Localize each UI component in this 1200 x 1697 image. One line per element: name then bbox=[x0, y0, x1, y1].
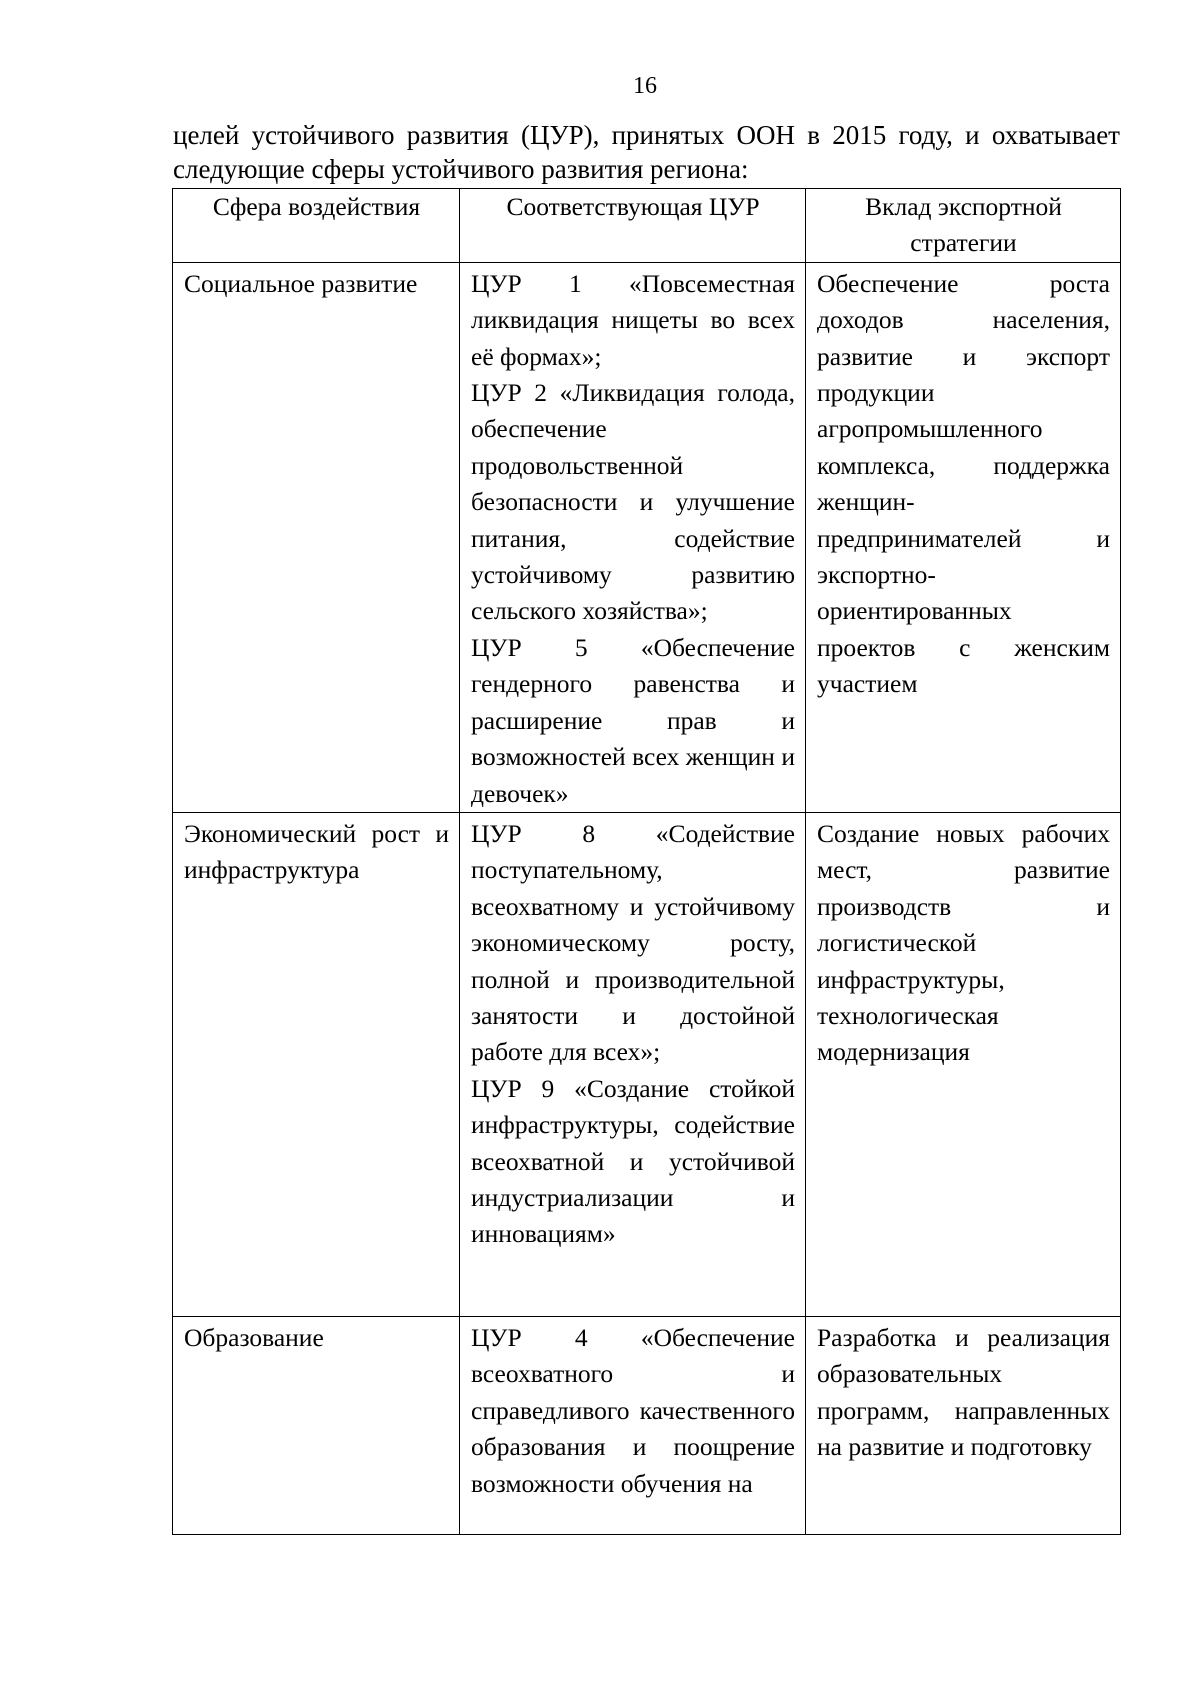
intro-paragraph bbox=[173, 118, 1120, 186]
sphere-cell bbox=[173, 812, 460, 1316]
table-row bbox=[173, 812, 1121, 1316]
goal-cell bbox=[460, 812, 806, 1316]
goal-text: ЦУР 5 «Обеспечение гендерного равенства и расширение прав и возможностей всех женщин и девочек» bbox=[471, 632, 795, 808]
header-contribution: Вклад экспортной стратегии bbox=[806, 189, 1121, 263]
table-row bbox=[173, 262, 1121, 812]
table-row bbox=[173, 1316, 1121, 1534]
table-header-row bbox=[173, 189, 1121, 263]
goal-text: ЦУР 1 «Повсеместная ликвидация нищеты во всех её формах»; bbox=[471, 268, 795, 371]
contribution-text: Обеспечение роста доходов населения, развитие и экспорт продукции агропромышленного комплекса, поддержка женщин-предпринимателей и экспортно-ориентированных проектов с женским участием bbox=[817, 268, 1110, 699]
goal-cell bbox=[460, 1316, 806, 1534]
goal-text: ЦУР 9 «Создание стойкой инфраструктуры, содействие всеохватной и устойчивой индустриализации и инновациям» bbox=[471, 1073, 795, 1249]
goal-cell bbox=[460, 262, 806, 812]
sphere-cell bbox=[173, 262, 460, 812]
intro-line-2: следующие сферы устойчивого развития региона: bbox=[173, 154, 749, 184]
sphere-text: Экономический рост и инфраструктура bbox=[184, 818, 449, 885]
page-number: 16 bbox=[633, 73, 657, 99]
header-goal: Соответствующая ЦУР bbox=[460, 189, 806, 263]
sphere-cell bbox=[173, 1316, 460, 1534]
contribution-text: Разработка и реализация образовательных программ, направленных на развитие и подготовку bbox=[817, 1322, 1110, 1462]
sphere-text: Образование bbox=[184, 1322, 324, 1352]
contribution-cell bbox=[806, 1316, 1121, 1534]
contribution-cell bbox=[806, 812, 1121, 1316]
sdg-table bbox=[172, 188, 1121, 1535]
sphere-text: Социальное развитие bbox=[184, 268, 418, 298]
intro-line-1: целей устойчивого развития (ЦУР), принятых ООН в 2015 году, и охватывает bbox=[173, 120, 1120, 150]
header-sphere: Сфера воздействия bbox=[173, 189, 460, 263]
goal-text: ЦУР 8 «Содействие поступательному, всеохватному и устойчивому экономическому росту, полной и производительной занятости и достойной работе для всех»; bbox=[471, 818, 795, 1067]
contribution-cell bbox=[806, 262, 1121, 812]
goal-text: ЦУР 2 «Ликвидация голода, обеспечение продовольственной безопасности и улучшение питания, содействие устойчивому развитию сельского хозяйства»; bbox=[471, 378, 795, 626]
goal-text: ЦУР 4 «Обеспечение всеохватного и справедливого качественного образования и поощрение возможности обучения на bbox=[471, 1322, 795, 1498]
contribution-text: Создание новых рабочих мест, развитие производств и логистической инфраструктуры, технологическая модернизация bbox=[817, 818, 1110, 1067]
